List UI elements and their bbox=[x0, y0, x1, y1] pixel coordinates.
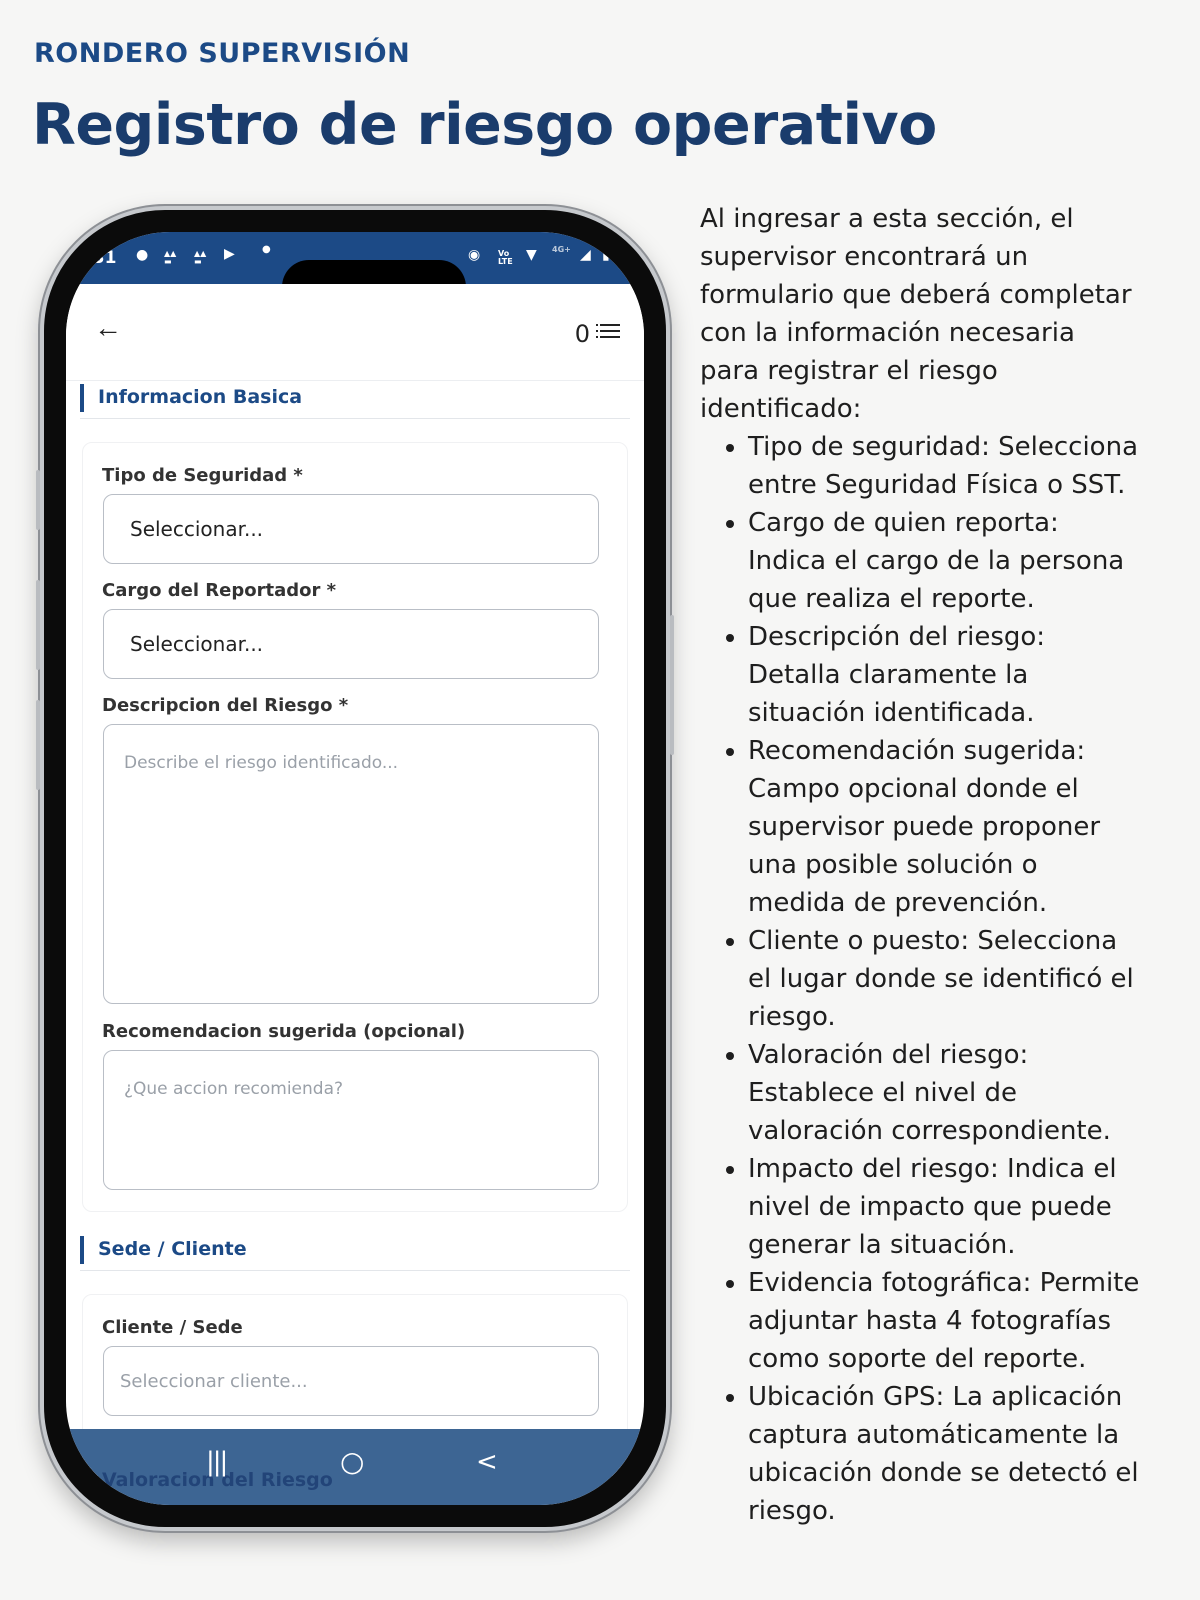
client-site-select[interactable] bbox=[103, 1346, 599, 1416]
chat-bubble-icon: ● bbox=[136, 247, 149, 263]
counter: 0 bbox=[574, 320, 590, 348]
recommendation-label: Recomendacion sugerida (opcional) bbox=[102, 1021, 466, 1042]
video-icon: ▶ bbox=[224, 246, 235, 262]
list-item: • Recomendación sugerida: Campo opcional donde el supervisor puede proponer una posible solución o medida de prevención. bbox=[748, 732, 1140, 922]
recents-button[interactable]: ||| bbox=[206, 1447, 227, 1477]
security-type-select[interactable] bbox=[103, 494, 599, 564]
phone-mockup bbox=[40, 206, 670, 1531]
list-item: • Cliente o puesto: Selecciona el lugar donde se identificó el riesgo. bbox=[748, 922, 1140, 1036]
list-item: • Descripción del riesgo: Detalla claramente la situación identificada. bbox=[748, 618, 1140, 732]
list-item: • Evidencia fotográfica: Permite adjuntar hasta 4 fotografías como soporte del reporte. bbox=[748, 1264, 1140, 1378]
network-icon: 4G+ bbox=[552, 245, 571, 254]
section-accent-bar bbox=[80, 1236, 84, 1264]
list-item: • Ubicación GPS: La aplicación captura automáticamente la ubicación donde se detectó el riesgo. bbox=[748, 1378, 1140, 1530]
page-title: Registro de riesgo operativo bbox=[32, 92, 937, 158]
next-section-peek: Valoracion del Riesgo bbox=[102, 1469, 333, 1491]
android-nav-bar bbox=[66, 1429, 644, 1505]
battery-icon: ▮ bbox=[602, 247, 610, 263]
phone-side-button bbox=[670, 615, 674, 755]
reporter-role-label: Cargo del Reportador * bbox=[102, 580, 337, 601]
security-type-label: Tipo de Seguridad * bbox=[102, 465, 303, 486]
client-site-label: Cliente / Sede bbox=[102, 1317, 243, 1338]
home-button[interactable]: ○ bbox=[340, 1445, 365, 1478]
recommendation-textarea[interactable] bbox=[103, 1050, 599, 1190]
select-value: Seleccionar... bbox=[130, 517, 264, 541]
list-item: • Valoración del riesgo: Establece el nivel de valoración correspondiente. bbox=[748, 1036, 1140, 1150]
signal-icon: ◢ bbox=[580, 247, 591, 263]
phone-side-button bbox=[36, 470, 40, 530]
list-item: • Tipo de seguridad: Selecciona entre Seguridad Física o SST. bbox=[748, 428, 1140, 504]
phone-side-button bbox=[36, 700, 40, 790]
section-accent-bar bbox=[80, 384, 84, 412]
page-kicker: RONDERO SUPERVISIÓN bbox=[34, 38, 411, 69]
list-item: • Cargo de quien reporta: Indica el cargo de la persona que realiza el reporte. bbox=[748, 504, 1140, 618]
status-time: :31 bbox=[86, 248, 117, 268]
select-value: Seleccionar... bbox=[130, 632, 264, 656]
wifi-icon: ▼ bbox=[526, 247, 537, 263]
notification-icon: ▲▲ ▬ bbox=[164, 249, 177, 266]
section-title-site bbox=[80, 1236, 630, 1271]
description-intro: Al ingresar a esta sección, el supervisor encontrará un formulario que deberá completar con la información necesaria para registrar el riesgo identificado: bbox=[700, 204, 1132, 424]
risk-description-textarea[interactable] bbox=[103, 724, 599, 1004]
reporter-role-select[interactable] bbox=[103, 609, 599, 679]
location-icon: ◉ bbox=[468, 247, 481, 263]
app-bar bbox=[66, 284, 644, 381]
textarea-placeholder: ¿Que accion recomienda? bbox=[124, 1079, 344, 1099]
volte-icon: Vo LTE bbox=[498, 249, 513, 266]
risk-description-label: Descripcion del Riesgo * bbox=[102, 695, 349, 716]
dot-icon: ● bbox=[262, 244, 271, 255]
section-title-basic bbox=[80, 384, 630, 419]
section-title-text: Sede / Cliente bbox=[98, 1238, 247, 1260]
description bbox=[700, 200, 1140, 1530]
phone-screen bbox=[66, 232, 644, 1505]
arrow-left-icon[interactable]: ← bbox=[94, 312, 122, 343]
select-placeholder: Seleccionar cliente... bbox=[120, 1371, 308, 1392]
notification-icon: ▲▲ ▬ bbox=[194, 249, 207, 266]
textarea-placeholder: Describe el riesgo identificado... bbox=[124, 753, 399, 773]
feature-list bbox=[700, 428, 1140, 1530]
list-icon[interactable] bbox=[600, 324, 620, 342]
section-title-text: Informacion Basica bbox=[98, 386, 303, 408]
phone-side-button bbox=[36, 580, 40, 670]
list-item: • Impacto del riesgo: Indica el nivel de impacto que puede generar la situación. bbox=[748, 1150, 1140, 1264]
nav-back-button[interactable]: < bbox=[476, 1447, 498, 1477]
